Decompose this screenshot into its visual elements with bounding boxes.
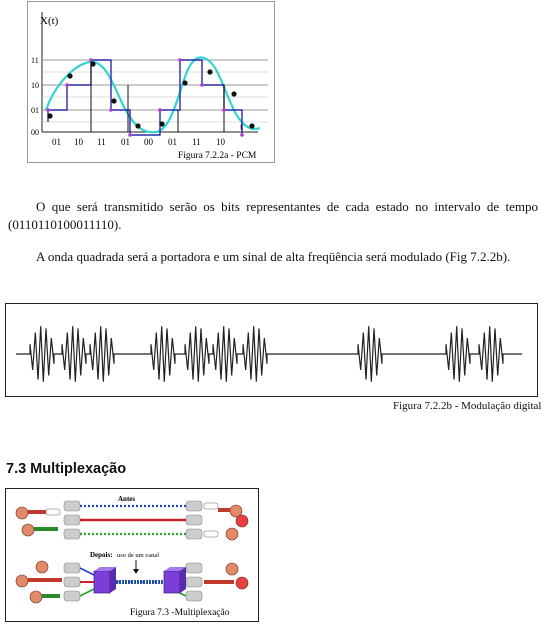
multiplexing-caption: Figura 7.3 -Multiplexação [130, 608, 230, 618]
pcm-bit-label: 01 [52, 137, 61, 147]
pcm-level-label: 00 [31, 128, 39, 137]
paragraph-bits: O que será transmitido serão os bits representantes de cada estado no intervalo de tempo (0110110100011110). [8, 199, 538, 232]
pcm-sample-point [182, 80, 187, 85]
pcm-level-label: 01 [31, 106, 39, 115]
pcm-bit-label: 11 [192, 137, 201, 147]
modulated-signal-path [16, 326, 522, 381]
pcm-level-label: 11 [31, 56, 39, 65]
pcm-bit-label: 11 [97, 137, 106, 147]
pcm-bit-label: 01 [168, 137, 177, 147]
pcm-sample-point [111, 98, 116, 103]
mux-person-icon [204, 503, 248, 540]
pcm-figure-caption: Figura 7.2.2a - PCM [178, 151, 257, 161]
section-heading: 7.3 Multiplexação [6, 461, 127, 477]
pcm-sample-point [249, 123, 254, 128]
pcm-analog-wave [46, 57, 260, 132]
mux-person-icon [16, 561, 62, 603]
pcm-bit-label: 10 [74, 137, 83, 147]
pcm-sample-point [207, 69, 212, 74]
pcm-sample-point [231, 91, 236, 96]
demultiplexer-box [164, 571, 180, 593]
paragraph-carrier: A onda quadrada será a portadora e um sinal de alta freqüência será modulado (Fig 7.2.2b). [36, 249, 511, 264]
mux-label-before: Antes [118, 495, 136, 503]
digital-modulation-waveform [6, 304, 537, 396]
pcm-y-axis-label: X(t) [40, 15, 59, 27]
digital-modulation-frame [5, 303, 538, 397]
pcm-bit-label: 10 [216, 137, 225, 147]
mux-person-icon [16, 507, 60, 536]
pcm-sample-point [159, 121, 164, 126]
pcm-sample-point [90, 61, 95, 66]
multiplexing-frame [5, 488, 259, 622]
pcm-sample-point [135, 123, 140, 128]
mux-before-channels [64, 501, 202, 539]
digital-modulation-caption: Figura 7.2.2b - Modulação digital [393, 400, 542, 412]
pcm-chart [28, 2, 274, 162]
pcm-sample-point [47, 113, 52, 118]
pcm-quantized-steps [48, 60, 242, 135]
mux-after-channels [64, 563, 202, 601]
pcm-figure-frame [27, 1, 275, 163]
mux-label-after: Depois: [90, 551, 113, 559]
pcm-sample-point [67, 73, 72, 78]
multiplexing-diagram [6, 489, 258, 621]
pcm-t-axis-label: t [240, 121, 244, 133]
pcm-bit-label: 01 [121, 137, 130, 147]
multiplexer-box [94, 571, 110, 593]
mux-label-after-note: uso de um canal [117, 552, 160, 559]
pcm-level-label: 10 [31, 81, 39, 90]
pcm-bit-label: 00 [144, 137, 153, 147]
mux-person-icon [204, 563, 248, 589]
